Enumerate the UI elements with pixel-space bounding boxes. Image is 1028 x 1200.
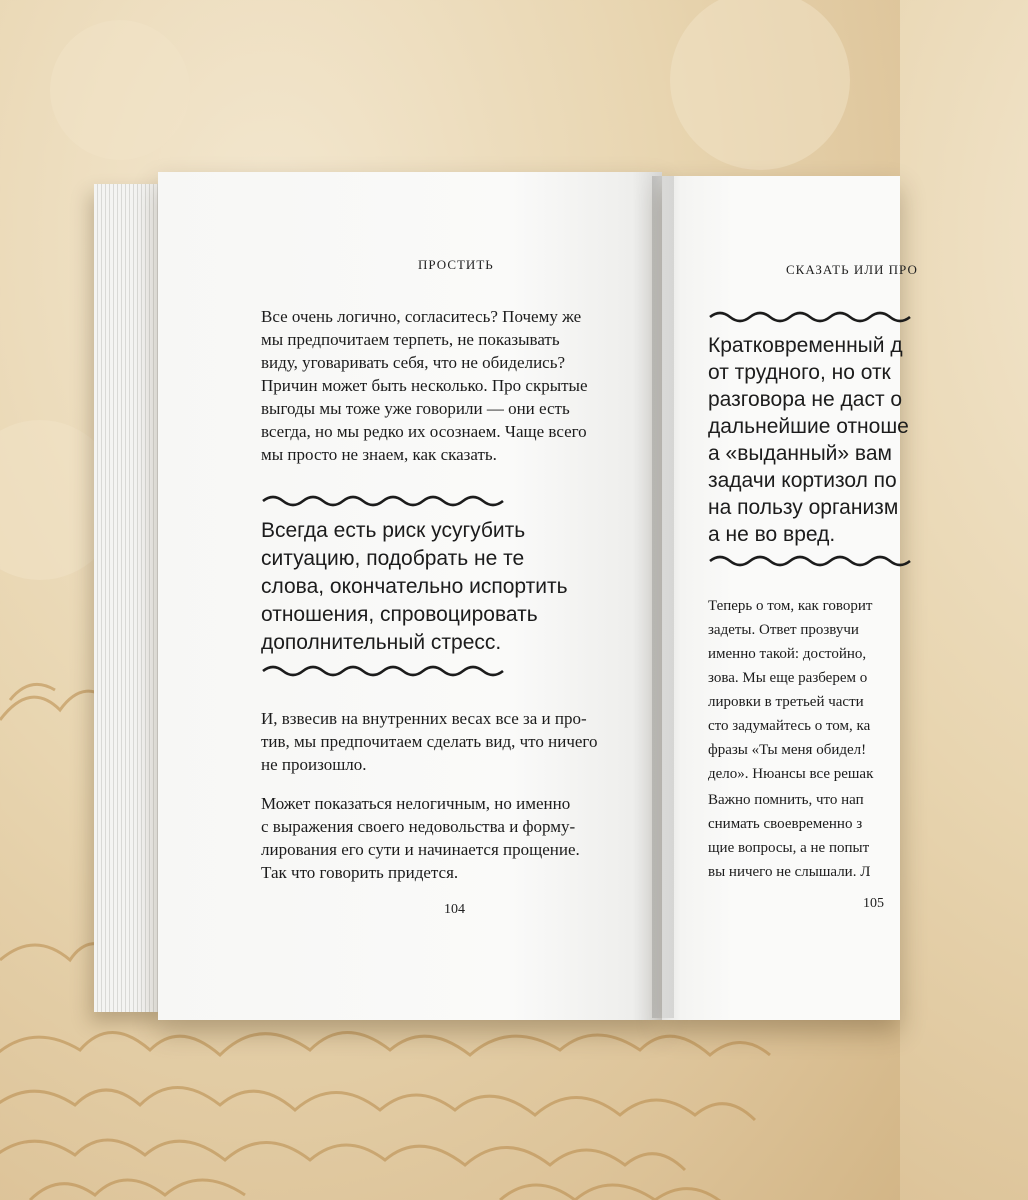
- right-paragraph-2: Важно помнить, что нап снимать своевременно з щие вопросы, а не попыт вы ничего не слышали. Л: [708, 792, 871, 880]
- left-paragraph-2: И, взвесив на внутренних весах все за и про- тив, мы предпочитаем сделать вид, что ничего не произошло.: [261, 709, 598, 774]
- left-pull-quote: Всегда есть риск усугубить ситуацию, подобрать не те слова, окончательно испортить отношения, спровоцировать дополнительный стресс.: [261, 519, 568, 654]
- right-wave-divider-bottom: [708, 554, 908, 568]
- left-running-head: ПРОСТИТЬ: [418, 257, 494, 272]
- right-paragraph-1: Теперь о том, как говорит задеты. Ответ прозвучи именно такой: достойно, зова. Мы еще разберем о лировки в третьей части сто задумайтесь о том, ка фразы «Ты меня обидел! дело». Нюансы все решак: [708, 598, 874, 782]
- book-gutter: [652, 176, 674, 1018]
- right-page-content: [700, 176, 918, 1020]
- wave-divider-top: [261, 494, 505, 508]
- left-paragraph-1: Все очень логично, согласитесь? Почему же мы предпочитаем терпеть, не показывать виду, уговаривать себя, что не обиделись? Причин может быть несколько. Про скрытые выгоды мы тоже уже говорили — они есть всегда, но мы редко их осознаем. Чаще всего мы просто не знаем, как сказать.: [261, 307, 588, 464]
- right-page-number: 105: [863, 896, 884, 911]
- wave-divider-bottom: [261, 664, 505, 678]
- left-paragraph-3: Может показаться нелогичным, но именно с выражения своего недовольства и форму- лирования его сути и начинается прощение. Так что говорить придется.: [261, 794, 580, 882]
- left-page-number: 104: [444, 902, 465, 917]
- right-pull-quote: Кратковременный д от трудного, но отк разговора не даст о дальнейшие отноше а «выданный» вам задачи кортизол по на пользу организм а не во вред.: [708, 334, 909, 546]
- book-page-edges: [94, 184, 164, 1012]
- right-running-head: СКАЗАТЬ ИЛИ ПРО: [786, 262, 918, 277]
- right-wave-divider-top: [708, 310, 908, 324]
